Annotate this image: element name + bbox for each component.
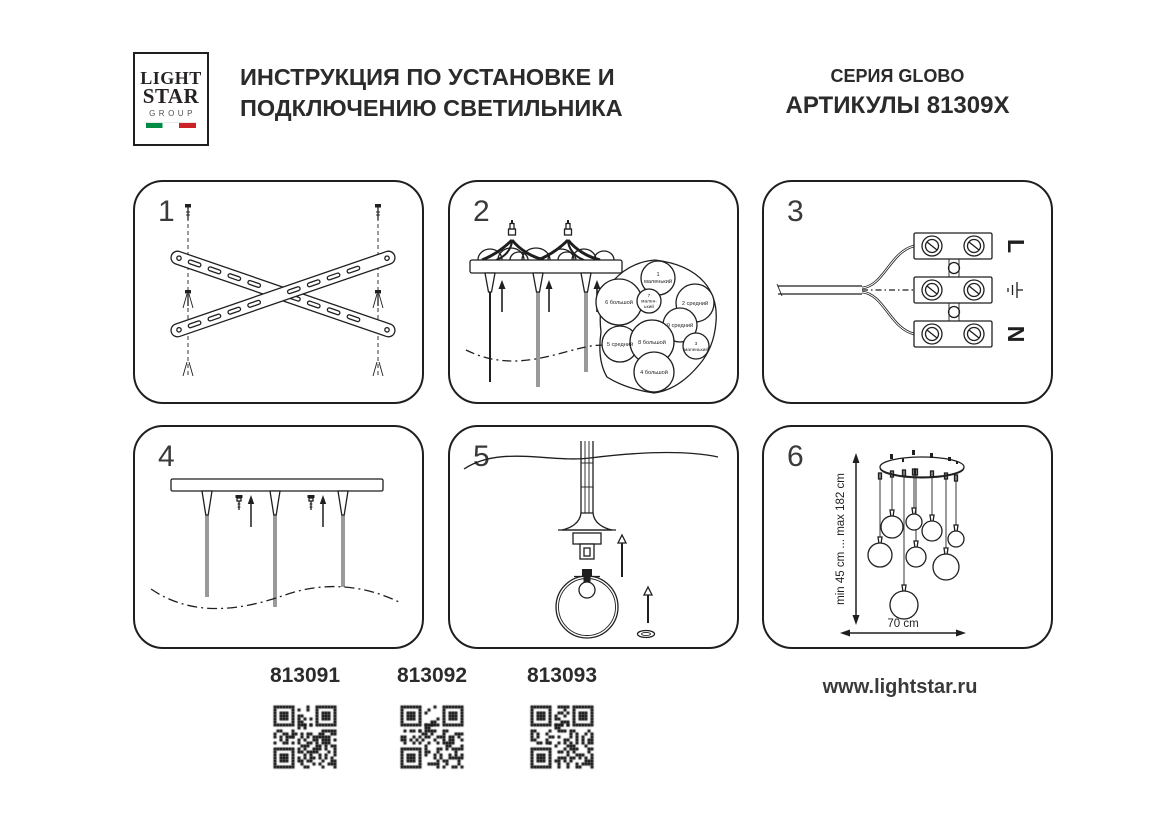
step-6-panel bbox=[762, 425, 1053, 649]
step-1-panel bbox=[133, 180, 424, 404]
qr-code bbox=[529, 704, 595, 770]
logo-group: GROUP bbox=[149, 108, 196, 118]
sphere-7-num: 7 bbox=[647, 294, 651, 299]
sphere-2-label: 2 средний bbox=[681, 301, 709, 307]
series-name: СЕРИЯ GLOBO bbox=[830, 66, 965, 86]
page-title bbox=[240, 62, 623, 124]
height-dimension bbox=[835, 453, 860, 625]
terminal-label-neutral: N bbox=[1002, 325, 1029, 343]
article-code: 813093 bbox=[526, 664, 598, 687]
sphere-9-label: 9 средний bbox=[666, 323, 694, 329]
canopy-plate bbox=[470, 260, 622, 273]
width-dimension-label: 70 cm bbox=[887, 618, 919, 630]
logo-star: STAR bbox=[142, 83, 200, 108]
article-813092 bbox=[377, 664, 487, 775]
terminal-blocks bbox=[914, 233, 992, 347]
sphere-6-label: 6 большой bbox=[605, 300, 633, 306]
ground-symbol-icon bbox=[1008, 282, 1023, 298]
step-2-number: 2 bbox=[473, 195, 490, 228]
sphere-4-label: 4 большой bbox=[640, 370, 668, 376]
sphere-arrangement-map bbox=[596, 260, 716, 393]
step-1-number: 1 bbox=[158, 195, 175, 228]
sphere-5-label: 5 средний bbox=[606, 342, 634, 348]
series-block bbox=[775, 66, 1020, 120]
sphere-7-size1: мален- bbox=[641, 299, 657, 305]
pendant-wires-and-globes bbox=[868, 469, 964, 619]
page-title-line1: ИНСТРУКЦИЯ ПО УСТАНОВКЕ И bbox=[240, 64, 615, 90]
step-3-panel bbox=[762, 180, 1053, 404]
step-3-number: 3 bbox=[787, 195, 804, 228]
step-4-panel bbox=[133, 425, 424, 649]
sphere-8-label: 8 большой bbox=[638, 340, 666, 346]
website-url: www.lightstar.ru bbox=[822, 676, 978, 698]
suspension-wires bbox=[202, 491, 348, 607]
step-5-diagram-globe bbox=[450, 427, 733, 643]
glass-globe bbox=[556, 569, 618, 638]
step-6-number: 6 bbox=[787, 440, 804, 473]
lightstar-logo bbox=[133, 52, 209, 146]
article-813093 bbox=[507, 664, 617, 775]
step-1-diagram-cross-bracket bbox=[135, 182, 418, 398]
supply-cable bbox=[777, 246, 914, 334]
page-title-line2: ПОДКЛЮЧЕНИЮ СВЕТИЛЬНИКА bbox=[240, 95, 623, 121]
up-arrow-ring bbox=[638, 587, 655, 638]
sphere-1-num: 1 bbox=[656, 272, 660, 278]
up-arrow bbox=[618, 535, 626, 577]
mounting-plate bbox=[171, 479, 383, 491]
italian-flag-bar bbox=[146, 122, 196, 128]
height-dimension-label: min 45 cm ... max 182 cm bbox=[835, 473, 847, 605]
ceiling-canopy bbox=[880, 450, 964, 478]
article-code: 813091 bbox=[269, 664, 341, 687]
qr-code bbox=[272, 704, 338, 770]
sphere-3-size: маленький bbox=[683, 348, 709, 353]
step-5-panel bbox=[448, 425, 739, 649]
articles-title: АРТИКУЛЫ 81309X bbox=[785, 92, 1010, 119]
step-5-number: 5 bbox=[473, 440, 490, 473]
locking-screws bbox=[236, 495, 327, 527]
step-2-panel bbox=[448, 180, 739, 404]
qr-code bbox=[399, 704, 465, 770]
terminal-label-line: L bbox=[1002, 238, 1029, 254]
article-813091 bbox=[250, 664, 360, 775]
step-4-diagram-plate bbox=[135, 427, 418, 643]
logo-light: LIGHT bbox=[140, 68, 202, 89]
article-code: 813092 bbox=[396, 664, 468, 687]
step-4-number: 4 bbox=[158, 440, 175, 473]
step-6-diagram-assembled bbox=[764, 427, 1047, 643]
sphere-1-size: маленький bbox=[643, 279, 673, 285]
step-2-diagram-canopy bbox=[450, 182, 733, 398]
step-3-diagram-wiring bbox=[764, 182, 1047, 398]
sphere-7-size2: ький bbox=[644, 305, 654, 310]
sphere-3-num: 3 bbox=[694, 342, 698, 347]
ceiling-line bbox=[464, 452, 718, 469]
width-dimension bbox=[840, 618, 966, 637]
